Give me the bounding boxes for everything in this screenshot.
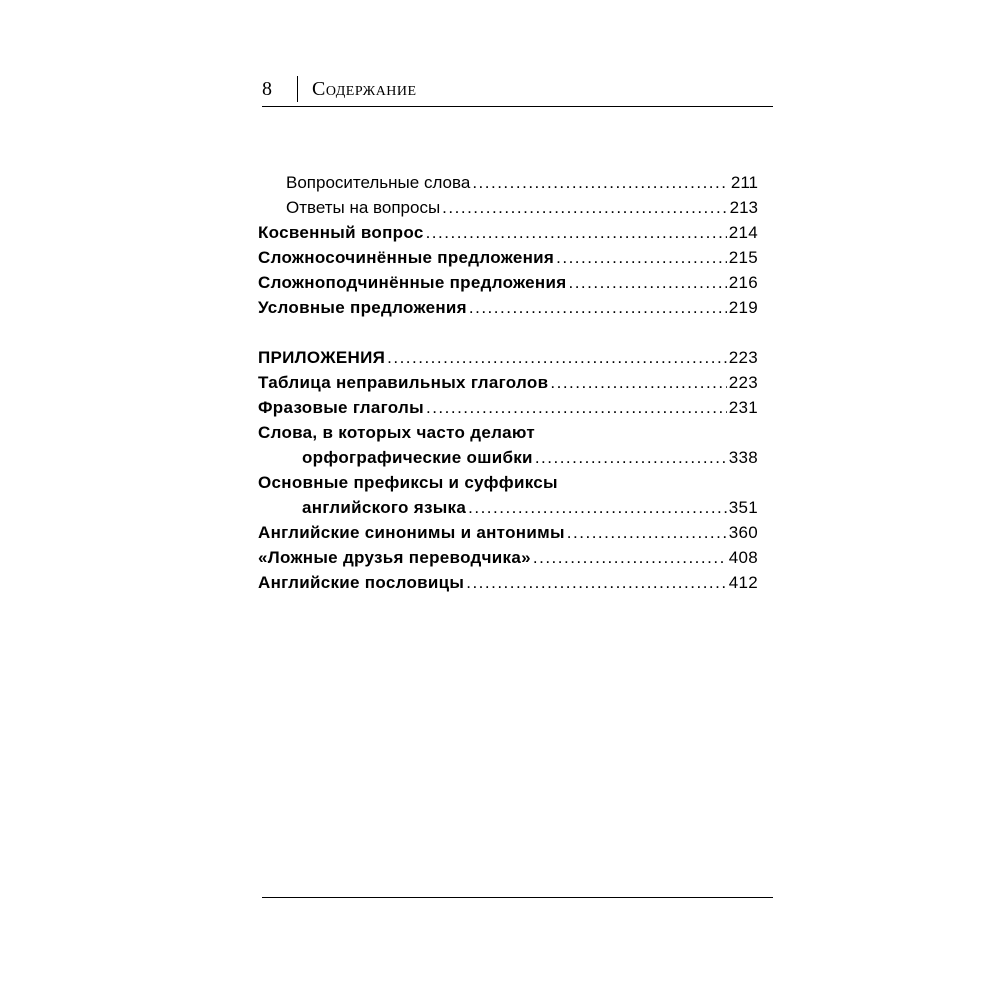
table-of-contents: [258, 170, 758, 595]
toc-entry: [258, 220, 758, 245]
toc-entry: [258, 345, 758, 370]
toc-leader: [466, 570, 727, 595]
toc-leader: [442, 195, 727, 220]
toc-entry-title: «Ложные друзья переводчика»: [258, 548, 531, 567]
toc-leader: [468, 495, 727, 520]
toc-entry-page: 216: [728, 273, 758, 292]
toc-entry-title: Ответы на вопросы: [286, 198, 441, 217]
toc-entry-page: 213: [729, 198, 758, 217]
toc-entry-title: Фразовые глаголы: [258, 398, 424, 417]
toc-entry-title: Косвенный вопрос: [258, 223, 424, 242]
toc-entry-title: Таблица неправильных глаголов: [258, 373, 549, 392]
running-title: Содержание: [312, 78, 417, 100]
toc-entry: [258, 295, 758, 320]
toc-leader: [556, 245, 727, 270]
toc-entry: [258, 370, 758, 395]
page-header: [262, 76, 773, 108]
toc-entry: [258, 195, 758, 220]
toc-entry: [258, 570, 758, 595]
toc-entry-title: ПРИЛОЖЕНИЯ: [258, 348, 386, 367]
toc-leader: [469, 295, 727, 320]
toc-leader: [426, 395, 727, 420]
toc-entry: [258, 270, 758, 295]
toc-leader: [550, 370, 726, 395]
toc-entry-page: 211: [730, 173, 758, 192]
toc-entry-title: Сложносочинённые предложения: [258, 248, 555, 267]
toc-entry-page: 223: [728, 373, 758, 392]
toc-leader: [568, 270, 726, 295]
toc-leader: [535, 445, 727, 470]
toc-entry-title: Слова, в которых часто делают: [258, 423, 535, 442]
toc-entry: [258, 170, 758, 195]
toc-leader: [426, 220, 727, 245]
toc-entry-page: 223: [728, 348, 758, 367]
toc-leader: [472, 170, 729, 195]
page-number: 8: [262, 78, 272, 100]
footer-rule: [262, 897, 773, 898]
toc-entry-title: Вопросительные слова: [286, 173, 471, 192]
toc-entry-title: Основные префиксы и суффиксы: [258, 473, 558, 492]
header-divider: [297, 76, 298, 102]
toc-entry-page: 214: [728, 223, 758, 242]
toc-entry-page: 360: [728, 523, 758, 542]
toc-entry-line: [258, 420, 758, 445]
toc-section-gap: [258, 320, 758, 345]
toc-entry: [258, 495, 758, 520]
toc-entry: [258, 395, 758, 420]
toc-entry-title-continued: английского языка: [302, 498, 467, 517]
toc-entry: [258, 445, 758, 470]
toc-entry-title-continued: орфографические ошибки: [302, 448, 533, 467]
toc-entry-title: Английские пословицы: [258, 573, 465, 592]
toc-entry-page: 338: [728, 448, 758, 467]
toc-leader: [533, 545, 727, 570]
toc-entry: [258, 245, 758, 270]
toc-entry-page: 231: [728, 398, 758, 417]
toc-leader: [567, 520, 727, 545]
toc-leader: [387, 345, 727, 370]
toc-entry-line: [258, 470, 758, 495]
toc-entry-title: Условные предложения: [258, 298, 467, 317]
toc-entry: [258, 520, 758, 545]
toc-entry-page: 408: [728, 548, 758, 567]
toc-entry-page: 219: [728, 298, 758, 317]
toc-entry: [258, 545, 758, 570]
toc-entry-page: 412: [728, 573, 758, 592]
toc-entry-title: Сложноподчинённые предложения: [258, 273, 567, 292]
header-rule: [262, 106, 773, 107]
toc-entry-page: 351: [728, 498, 758, 517]
toc-entry-title: Английские синонимы и антонимы: [258, 523, 565, 542]
toc-entry-page: 215: [728, 248, 758, 267]
